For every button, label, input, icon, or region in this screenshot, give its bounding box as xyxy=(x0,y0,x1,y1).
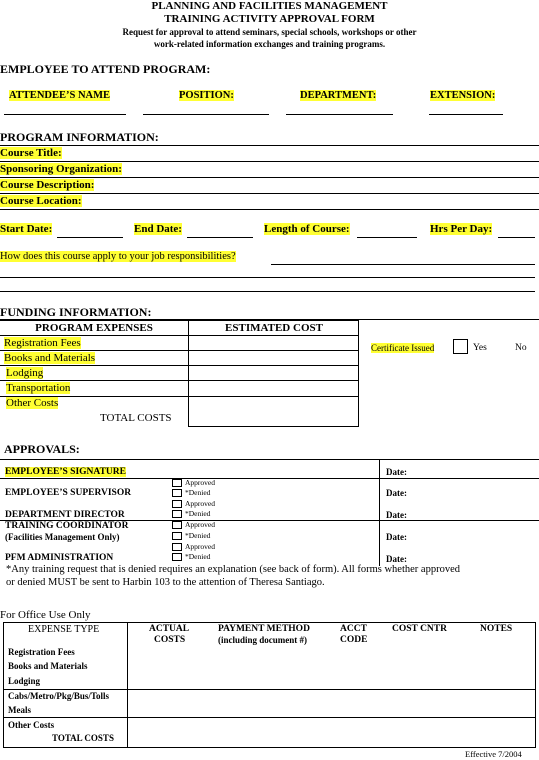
length-label: Length of Course: xyxy=(264,223,350,235)
director-label: DEPARTMENT DIRECTOR xyxy=(5,510,125,520)
start-date-label: Start Date: xyxy=(0,223,53,235)
extension-field[interactable] xyxy=(429,114,503,115)
director-denied-checkbox[interactable] xyxy=(172,510,182,518)
position-label: POSITION: xyxy=(179,90,234,101)
department-field[interactable] xyxy=(286,114,393,115)
form-subtitle-1: Request for approval to attend seminars, special schools, workshops or other xyxy=(122,27,417,37)
coordinator-approved-checkbox[interactable] xyxy=(172,521,182,529)
office-col-expense-type: EXPENSE TYPE xyxy=(28,624,100,635)
position-field[interactable] xyxy=(143,114,269,115)
office-total-label: TOTAL COSTS xyxy=(52,733,114,743)
form-subtitle-2: work-related information exchanges and training programs. xyxy=(153,39,386,49)
course-title-label: Course Title: xyxy=(0,147,62,159)
signature-separator xyxy=(0,478,539,479)
date-label: Date: xyxy=(386,510,407,520)
supervisor-approved-checkbox[interactable] xyxy=(172,479,182,487)
office-table-border xyxy=(3,747,536,748)
funding-col-expenses: PROGRAM EXPENSES xyxy=(35,322,153,334)
pfm-denied-label: *Denied xyxy=(185,552,211,561)
date-label: Date: xyxy=(386,554,407,564)
course-description-label: Course Description: xyxy=(0,179,95,191)
course-title-field[interactable] xyxy=(0,161,539,162)
certificate-yes-label: Yes xyxy=(473,343,487,353)
form-title: TRAINING ACTIVITY APPROVAL FORM xyxy=(164,13,375,25)
denial-note-line-2: or denied MUST be sent to Harbin 103 to the attention of Theresa Santiago. xyxy=(6,577,325,588)
approvals-rule xyxy=(0,459,539,460)
supervisor-denied-label: *Denied xyxy=(185,488,211,497)
funding-total-label: TOTAL COSTS xyxy=(100,412,172,424)
start-date-field[interactable] xyxy=(57,237,123,238)
coordinator-denied-label: *Denied xyxy=(185,531,211,540)
date-label: Date: xyxy=(386,532,407,542)
department-label: DEPARTMENT: xyxy=(300,90,377,101)
office-col-payment: (including document #) xyxy=(218,635,308,645)
employee-signature-label: EMPLOYEE’S SIGNATURE xyxy=(5,467,126,477)
office-col-notes: NOTES xyxy=(480,624,513,634)
supervisor-denied-checkbox[interactable] xyxy=(172,489,182,497)
sponsoring-org-field[interactable] xyxy=(0,177,539,178)
job-relevance-line-3[interactable] xyxy=(0,291,535,292)
certificate-issued-label: Certificate Issued xyxy=(371,343,435,353)
course-location-label: Course Location: xyxy=(0,195,82,207)
funding-section-heading: FUNDING INFORMATION: xyxy=(0,305,152,319)
director-approved-checkbox[interactable] xyxy=(172,500,182,508)
office-col-payment: PAYMENT METHOD xyxy=(218,624,310,634)
office-row-label: Books and Materials xyxy=(8,661,88,671)
sponsoring-org-label: Sponsoring Organization: xyxy=(0,163,122,175)
office-row-label: Meals xyxy=(8,705,31,715)
program-rule xyxy=(0,145,539,146)
employee-section-heading: EMPLOYEE TO ATTEND PROGRAM: xyxy=(0,62,211,76)
hrs-per-day-field[interactable] xyxy=(498,237,535,238)
director-denied-label: *Denied xyxy=(185,509,211,518)
denial-note-line-1: *Any training request that is denied requires an explanation (see back of form). All forms whether approved xyxy=(6,564,460,575)
funding-table-border xyxy=(0,335,359,336)
office-table-border xyxy=(127,622,128,748)
pfm-denied-checkbox[interactable] xyxy=(172,553,182,561)
office-row-label: Lodging xyxy=(8,676,41,686)
attendee-name-field[interactable] xyxy=(4,114,126,115)
funding-row-label: Registration Fees xyxy=(4,337,81,349)
funding-table-border xyxy=(188,320,189,426)
hrs-per-day-label: Hrs Per Day: xyxy=(430,223,493,235)
funding-table-border xyxy=(188,426,359,427)
coordinator-sublabel: (Facilities Management Only) xyxy=(5,532,120,542)
office-col-acct: ACCT xyxy=(340,624,367,634)
office-row-label: Other Costs xyxy=(8,720,55,730)
office-table-border xyxy=(3,622,4,748)
job-relevance-question: How does this course apply to your job responsibilities? xyxy=(0,251,236,262)
supervisor-label: EMPLOYEE’S SUPERVISOR xyxy=(5,488,132,498)
office-table-border xyxy=(3,717,536,718)
funding-table-border xyxy=(0,320,359,321)
funding-table-border xyxy=(0,350,359,351)
office-table-border xyxy=(3,622,536,623)
end-date-label: End Date: xyxy=(134,223,182,235)
course-location-field[interactable] xyxy=(0,209,539,210)
form-agency-title: PLANNING AND FACILITIES MANAGEMENT xyxy=(151,0,388,12)
length-field[interactable] xyxy=(357,237,417,238)
program-section-heading: PROGRAM INFORMATION: xyxy=(0,130,159,144)
office-col-actual: ACTUAL xyxy=(149,624,190,634)
office-table-border xyxy=(535,622,536,748)
effective-date: Effective 7/2004 xyxy=(465,749,522,759)
attendee-name-label: ATTENDEE’S NAME xyxy=(9,90,111,101)
office-use-heading: For Office Use Only xyxy=(0,609,91,621)
funding-row-label: Lodging xyxy=(6,367,44,379)
office-col-actual: COSTS xyxy=(154,635,186,645)
job-relevance-line-2[interactable] xyxy=(0,277,535,278)
extension-label: EXTENSION: xyxy=(430,90,496,101)
job-relevance-line-1[interactable] xyxy=(271,264,535,265)
office-row-label: Registration Fees xyxy=(8,647,75,657)
pfm-admin-label: PFM ADMINISTRATION xyxy=(5,553,114,563)
course-description-field[interactable] xyxy=(0,193,539,194)
funding-row-label: Other Costs xyxy=(6,397,59,409)
office-col-cost-cntr: COST CNTR xyxy=(392,624,447,634)
office-table-border xyxy=(3,689,536,690)
end-date-field[interactable] xyxy=(187,237,253,238)
certificate-no-label: No xyxy=(515,343,527,353)
funding-row-label: Books and Materials xyxy=(4,352,96,364)
approvals-divider xyxy=(379,460,380,566)
funding-table-border xyxy=(0,380,359,381)
funding-table-border xyxy=(0,365,359,366)
office-col-acct: CODE xyxy=(340,635,368,645)
funding-table-border xyxy=(358,320,359,426)
date-label: Date: xyxy=(386,488,407,498)
pfm-approved-checkbox[interactable] xyxy=(172,543,182,551)
coordinator-label: TRAINING COORDINATOR xyxy=(5,521,129,531)
supervisor-approved-label: Approved xyxy=(185,478,215,487)
coordinator-denied-checkbox[interactable] xyxy=(172,532,182,540)
date-label: Date: xyxy=(386,467,407,477)
approvals-section-heading: APPROVALS: xyxy=(4,442,80,456)
coordinator-approved-label: Approved xyxy=(185,520,215,529)
pfm-approved-label: Approved xyxy=(185,542,215,551)
funding-row-label: Transportation xyxy=(6,382,71,394)
certificate-yes-checkbox[interactable] xyxy=(453,339,468,354)
office-row-label: Cabs/Metro/Pkg/Bus/Tolls xyxy=(8,691,110,701)
director-approved-label: Approved xyxy=(185,499,215,508)
funding-col-cost: ESTIMATED COST xyxy=(225,322,323,334)
